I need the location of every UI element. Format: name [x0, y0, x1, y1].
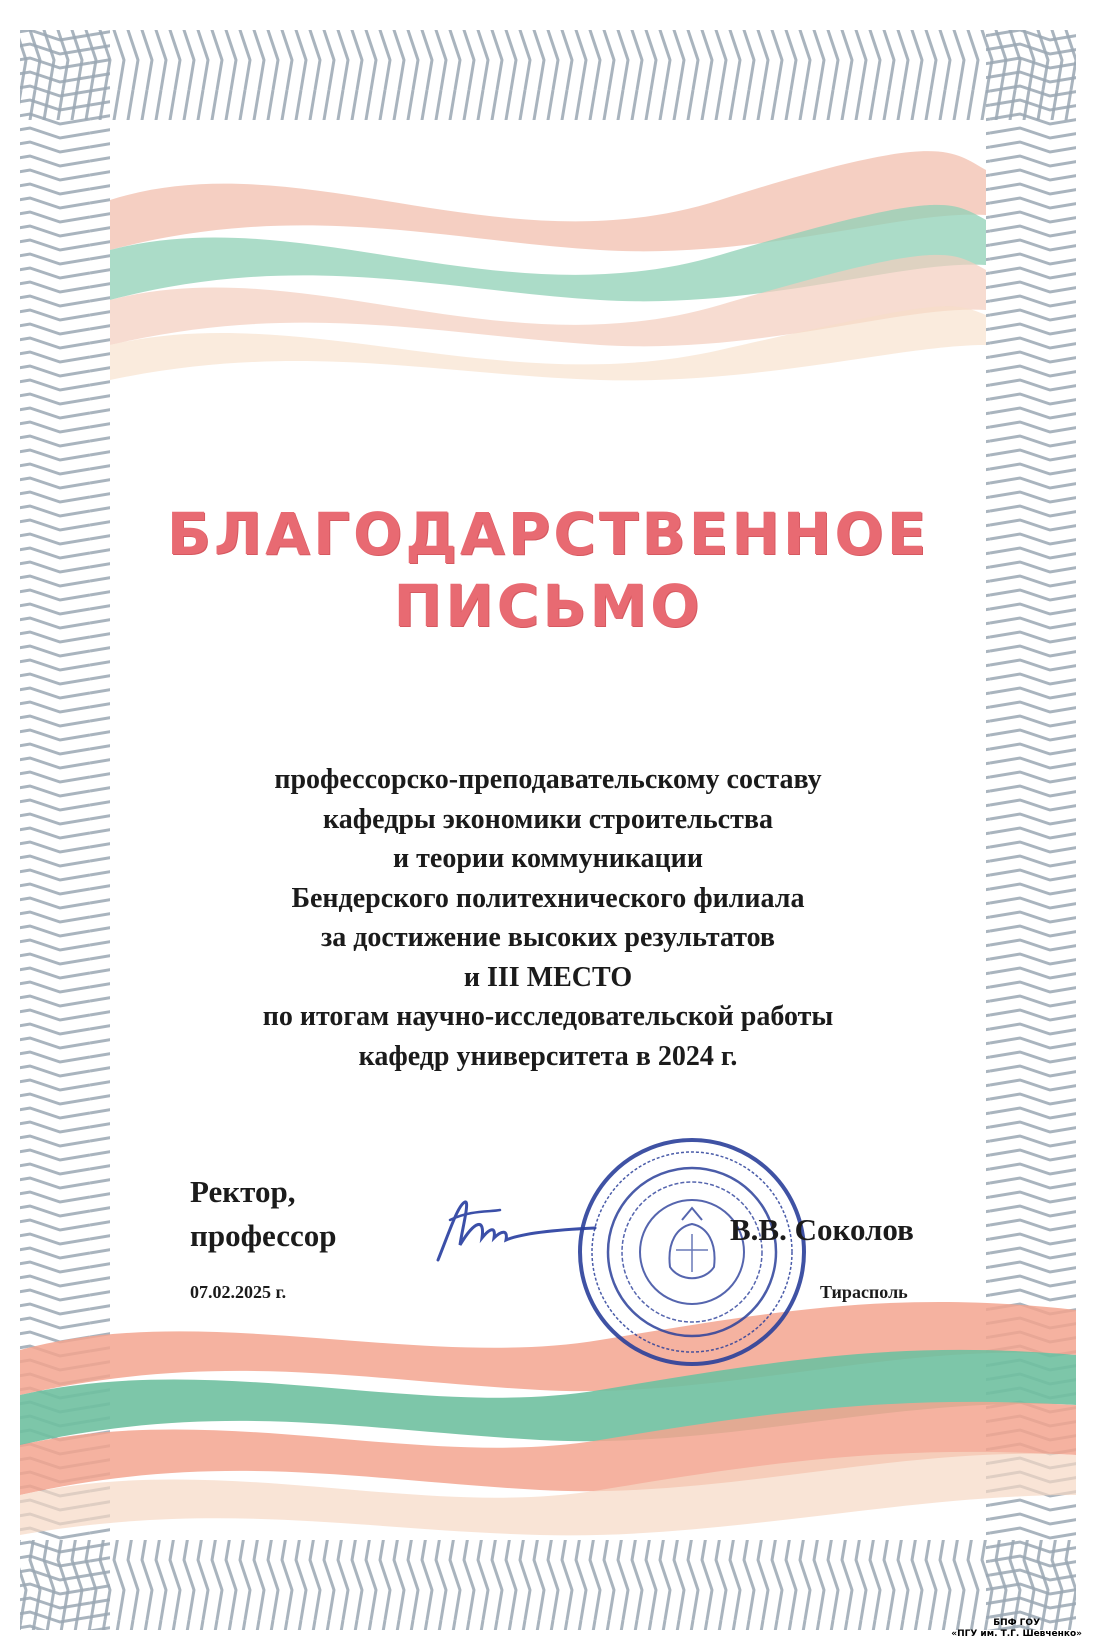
body-text — [120, 760, 976, 1076]
position-line1: Ректор, — [190, 1174, 296, 1209]
body-line: по итогам научно-исследовательской работы — [262, 1001, 834, 1032]
footer-line2: «ПГУ им. Т.Г. Шевченко» — [951, 1629, 1082, 1639]
document-title-line1: БЛАГОДАРСТВЕННОЕ — [166, 500, 930, 568]
position-line2: профессор — [190, 1218, 337, 1253]
signer-position — [190, 1170, 336, 1258]
body-line: за достижение высоких результатов — [320, 922, 776, 953]
body-line: профессорско-преподавательскому составу — [274, 764, 822, 795]
footer-line1: БПФ ГОУ — [993, 1618, 1041, 1628]
signer-name: В.В. Соколов — [730, 1212, 914, 1247]
body-line: кафедр университета в 2024 г. — [358, 1040, 738, 1072]
issue-city: Тирасполь — [820, 1282, 908, 1302]
body-line: и теории коммуникации — [393, 843, 703, 874]
issue-date: 07.02.2025 г. — [190, 1282, 287, 1302]
body-line: Бендерского политехнического филиала — [291, 882, 805, 914]
footer-watermark — [951, 1618, 1082, 1640]
body-line: и III МЕСТО — [463, 961, 633, 993]
body-line: кафедры экономики строительства — [323, 803, 773, 835]
document-title-line2: ПИСЬМО — [393, 572, 703, 640]
official-seal — [572, 1132, 812, 1372]
